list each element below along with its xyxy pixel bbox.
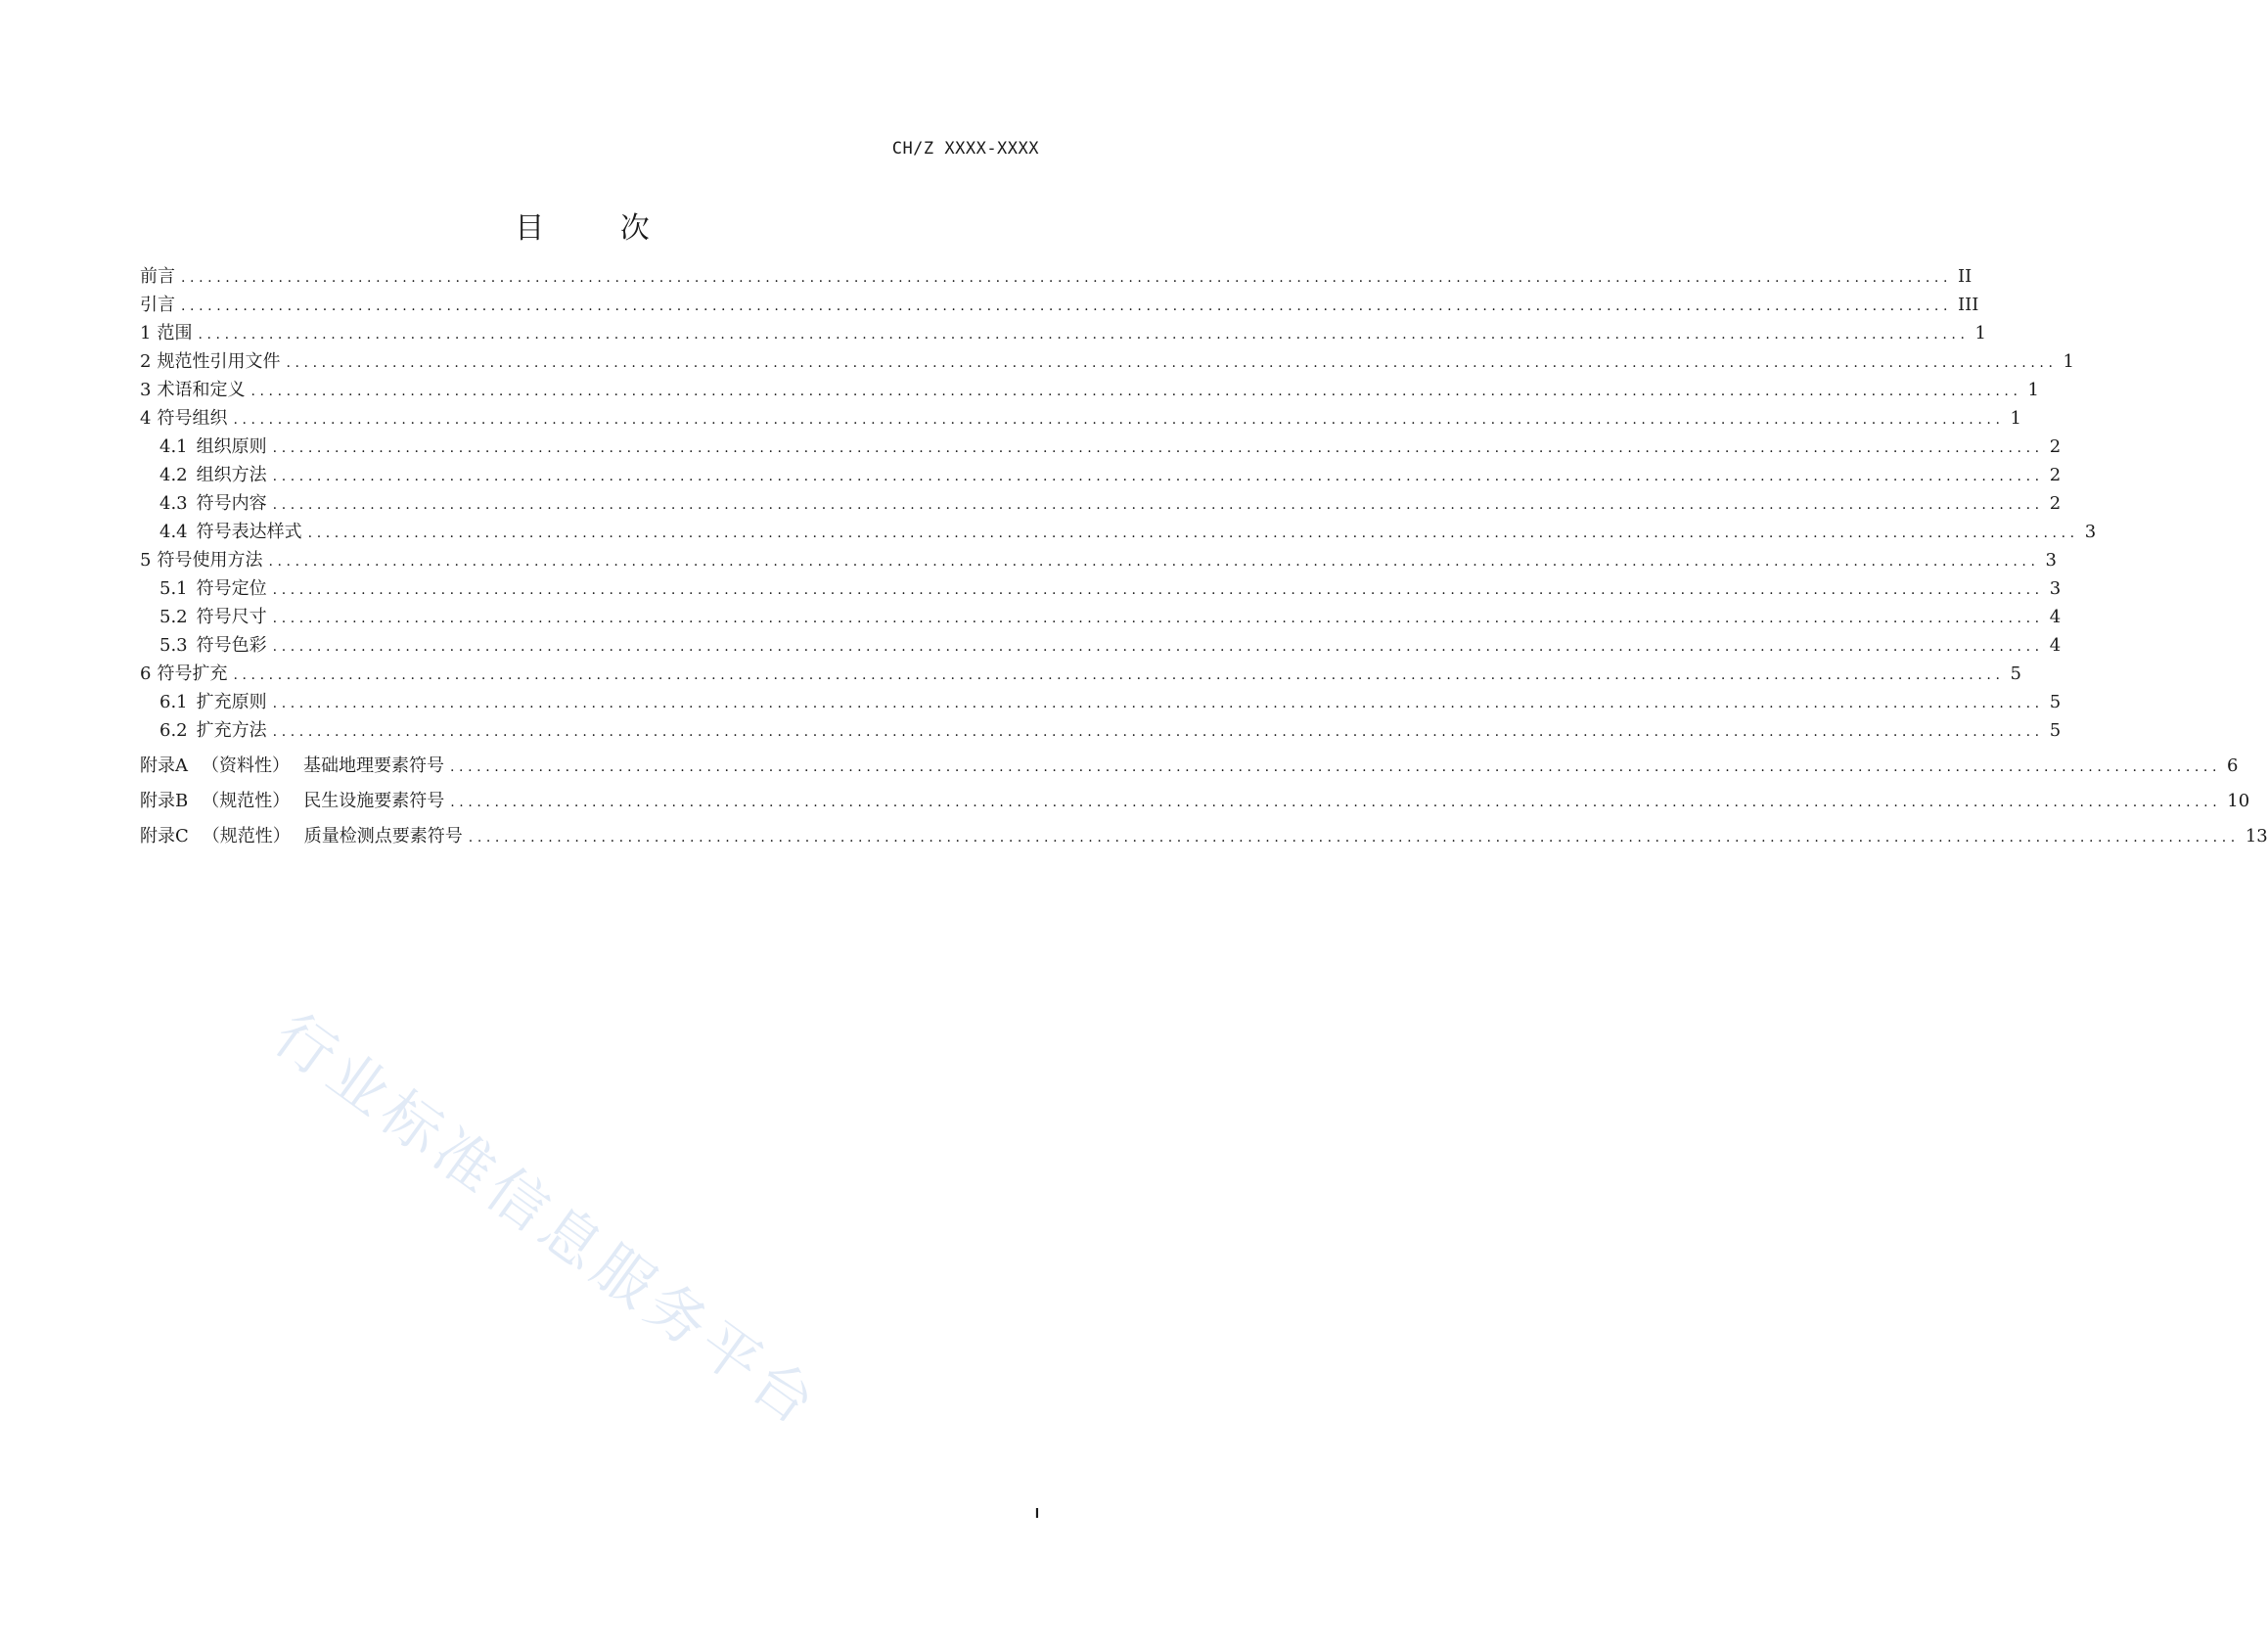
- toc-entry-4-2[interactable]: [159, 465, 2062, 486]
- toc-page-number: 1: [2010, 408, 2021, 429]
- toc-leader-dots: ........................................................................................................................................................................................................: [307, 526, 2079, 541]
- toc-page-number: II: [1958, 266, 1973, 287]
- toc-entry-number: 6.2: [159, 720, 188, 741]
- toc-leader-dots: ........................................................................................................................................................................................................: [233, 667, 2005, 683]
- toc-leader-dots: ........................................................................................................................................................................................................: [250, 384, 2022, 399]
- toc-page-number: 4: [2049, 635, 2062, 656]
- toc-entry-number: 5: [140, 550, 152, 571]
- toc-leader-dots: ........................................................................................................................................................................................................: [272, 469, 2044, 484]
- toc-leader-dots: ........................................................................................................................................................................................................: [450, 759, 2222, 775]
- toc-entry-label: 前言: [140, 266, 175, 287]
- toc-leader-dots: ........................................................................................................................................................................................................: [272, 639, 2044, 655]
- toc-entry-number: 4.1: [159, 436, 188, 457]
- toc-entry-6[interactable]: [140, 663, 2021, 685]
- toc-entry-label: 基础地理要素符号: [303, 755, 444, 776]
- toc-entry-label: 符号定位: [196, 578, 267, 599]
- toc-entry-label: 符号使用方法: [157, 550, 263, 571]
- toc-entry-number: 3: [140, 380, 152, 400]
- toc-page-number: III: [1958, 295, 1979, 315]
- toc-page-number: 3: [2049, 578, 2062, 599]
- document-code: CH/Z XXXX-XXXX: [891, 139, 1039, 159]
- toc-entry-label: 符号表达样式: [196, 522, 302, 542]
- toc-leader-dots: ........................................................................................................................................................................................................: [233, 412, 2005, 428]
- toc-entry-appendix-a[interactable]: [140, 755, 2239, 777]
- toc-page-number: 4: [2049, 607, 2062, 627]
- toc-entry-number: 6.1: [159, 692, 188, 712]
- toc-page-number: 2: [2049, 436, 2062, 457]
- page-number: I: [1034, 1505, 1039, 1522]
- toc-leader-dots: ........................................................................................................................................................................................................: [272, 582, 2044, 598]
- toc-leader-dots: ........................................................................................................................................................................................................: [450, 795, 2222, 810]
- toc-entry-5-3[interactable]: [159, 635, 2062, 657]
- watermark: 行业标准信息服务平台: [261, 1000, 833, 1441]
- toc-page-number: 5: [2049, 720, 2062, 741]
- toc-entry-number: 4.3: [159, 493, 188, 514]
- toc-entry-label: 质量检测点要素符号: [303, 826, 463, 846]
- toc-entry-number: 1: [140, 323, 152, 343]
- toc-entry-number: 附录C: [140, 826, 189, 846]
- toc-entry-4[interactable]: [140, 408, 2021, 430]
- toc-entry-label: 符号组织: [157, 408, 228, 429]
- toc-entry-label: 范围: [157, 323, 193, 343]
- toc-page-number: 3: [2084, 522, 2097, 542]
- toc-entry-appendix-b[interactable]: [140, 791, 2250, 812]
- toc-entry-label: 组织原则: [196, 436, 267, 457]
- toc-entry-2[interactable]: [140, 351, 2074, 373]
- toc-entry-introduction[interactable]: [140, 295, 1979, 316]
- toc-entry-3[interactable]: [140, 380, 2039, 401]
- toc-entry-number: 附录B: [140, 791, 189, 811]
- toc-page-number: 1: [2027, 380, 2039, 400]
- toc-entry-number: 4.2: [159, 465, 188, 485]
- toc-leader-dots: ........................................................................................................................................................................................................: [181, 270, 1953, 286]
- toc-entry-label: 符号尺寸: [196, 607, 267, 627]
- toc-page-number: 1: [2063, 351, 2074, 372]
- toc-entry-label: 引言: [140, 295, 175, 315]
- toc-leader-dots: ........................................................................................................................................................................................................: [272, 724, 2044, 740]
- toc-page-number: 6: [2227, 755, 2239, 776]
- toc-leader-dots: ........................................................................................................................................................................................................: [181, 298, 1953, 314]
- toc-leader-dots: ........................................................................................................................................................................................................: [272, 696, 2044, 711]
- toc-entry-4-4[interactable]: [159, 522, 2097, 543]
- toc-page-number: 5: [2049, 692, 2062, 712]
- toc-entry-number: 6: [140, 663, 152, 684]
- toc-entry-label: 符号内容: [196, 493, 267, 514]
- toc-page-number: 1: [1974, 323, 1986, 343]
- toc-title: 目 次: [515, 211, 683, 246]
- toc-page-number: 5: [2010, 663, 2021, 684]
- toc-entry-label: 扩充原则: [196, 692, 267, 712]
- toc-page-number: 3: [2045, 550, 2057, 571]
- toc-entry-5[interactable]: [140, 550, 2057, 572]
- toc-entry-label: 民生设施要素符号: [303, 791, 445, 811]
- toc-entry-number: 2: [140, 351, 152, 372]
- toc-entry-5-2[interactable]: [159, 607, 2062, 628]
- toc-leader-dots: ........................................................................................................................................................................................................: [268, 554, 2040, 570]
- toc-entry-5-1[interactable]: [159, 578, 2062, 600]
- toc-entry-6-1[interactable]: [159, 692, 2062, 713]
- toc-leader-dots: ........................................................................................................................................................................................................: [468, 830, 2240, 846]
- toc-entry-number: 5.3: [159, 635, 188, 656]
- toc-entry-foreword[interactable]: [140, 266, 1973, 288]
- toc-entry-label: 术语和定义: [157, 380, 246, 400]
- toc-entry-number: 附录A: [140, 755, 188, 776]
- toc-page-number: 2: [2049, 493, 2062, 514]
- toc-appendix-nature: （资料性）: [202, 755, 290, 776]
- toc-appendix-nature: （规范性）: [202, 791, 291, 811]
- toc-leader-dots: ........................................................................................................................................................................................................: [286, 355, 2058, 371]
- toc-leader-dots: ........................................................................................................................................................................................................: [272, 497, 2044, 513]
- toc-entry-1[interactable]: [140, 323, 1986, 344]
- toc-entry-label: 符号扩充: [157, 663, 228, 684]
- toc-entry-label: 规范性引用文件: [157, 351, 281, 372]
- toc-entry-number: 5.2: [159, 607, 188, 627]
- toc-entry-label: 符号色彩: [196, 635, 267, 656]
- toc-page-number: 10: [2227, 791, 2250, 811]
- toc-entry-4-3[interactable]: [159, 493, 2062, 515]
- toc-entry-number: 4: [140, 408, 152, 429]
- toc-leader-dots: ........................................................................................................................................................................................................: [198, 327, 1970, 343]
- toc-entry-label: 组织方法: [196, 465, 267, 485]
- toc-entry-6-2[interactable]: [159, 720, 2062, 742]
- toc-leader-dots: ........................................................................................................................................................................................................: [272, 440, 2044, 456]
- toc-leader-dots: ........................................................................................................................................................................................................: [272, 611, 2044, 626]
- toc-entry-appendix-c[interactable]: [140, 826, 2268, 847]
- toc-entry-number: 5.1: [159, 578, 188, 599]
- toc-page-number: 2: [2049, 465, 2062, 485]
- toc-entry-4-1[interactable]: [159, 436, 2062, 458]
- toc-page-number: 13: [2245, 826, 2268, 846]
- toc-appendix-nature: （规范性）: [202, 826, 291, 846]
- toc-entry-label: 扩充方法: [196, 720, 267, 741]
- toc-entry-number: 4.4: [159, 522, 188, 542]
